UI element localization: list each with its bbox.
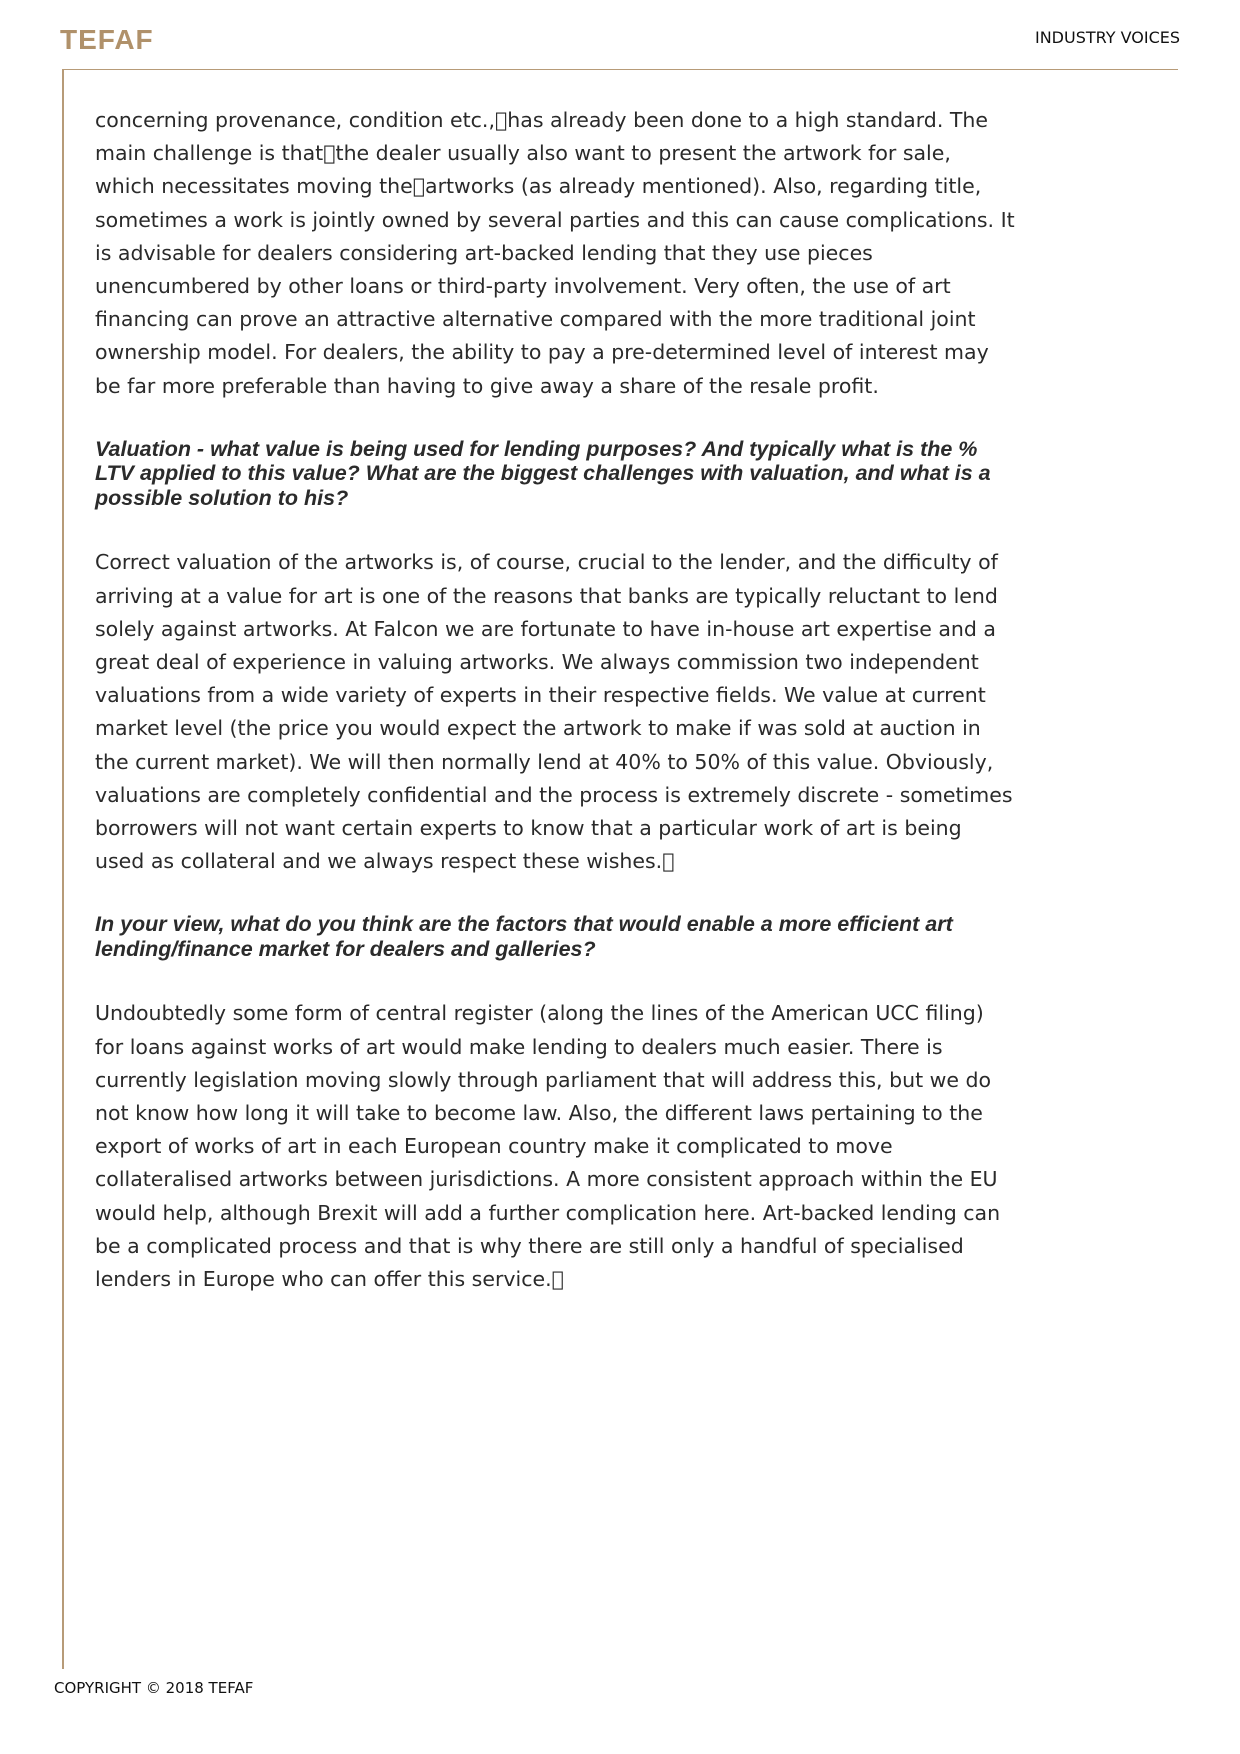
copyright-footer: COPYRIGHT © 2018 TEFAF [54, 1679, 254, 1697]
article-question-1: Valuation - what value is being used for lending purposes? And typically what is the % LTV applied to this value? What are the biggest challenges with valuation, and what is a possible solution to his? [95, 436, 991, 510]
logo: TEFAF [60, 24, 154, 55]
article-paragraph-1: concerning provenance, condition etc., has already been done to a high standard. The main challenge is that the dealer usually also want to present the artwork for sale, which necessitates moving the artworks (as already mentioned). Also, regarding title, sometimes a work is jointly owned by several parties and this can cause complications. It is advisable for dealers considering art-backed lending that they use pieces unencumbered by other loans or third-party involvement. Very often, the use of art financing can prove an attractive alternative compared with the more traditional joint ownership model. For dealers, the ability to pay a pre-determined level of interest may be far more preferable than having to give away a share of the resale profit. [95, 108, 1015, 398]
article-question-2: In your view, what do you think are the factors that would enable a more efficient art lending/finance market for dealers and galleries? [95, 912, 953, 961]
article-paragraph-3: Undoubtedly some form of central register (along the lines of the American UCC filing) for loans against works of art would make lending to dealers much easier. There is currently legislation moving slowly through parliament that will address this, but we do not know how long it will take to become law. Also, the different laws pertaining to the export of works of art in each European country make it complicated to move collateralised artworks between jurisdictions. A more consistent approach within the EU would help, although Brexit will add a further complication here. Art-backed lending can be a complicated process and that is why there are still only a handful of specialised lenders in Europe who can offer this service.  [95, 1001, 1001, 1291]
article-paragraph-2: Correct valuation of the artworks is, of course, crucial to the lender, and the difficulty of arriving at a value for art is one of the reasons that banks are typically reluctant to lend solely against artworks. At Falcon we are fortunate to have in-house art expertise and a great deal of experience in valuing artworks. We always commission two independent valuations from a wide variety of experts in their respective fields. We value at current market level (the price you would expect the artwork to make if was sold at auction in the current market). We will then normally lend at 40% to 50% of this value. Obviously, valuations are completely confidential and the process is extremely discrete - sometimes borrowers will not want certain experts to know that a particular work of art is being used as collateral and we always respect these wishes.  [95, 550, 1013, 874]
left-accent-rule [62, 69, 64, 1669]
article-body [95, 104, 1015, 1330]
section-label: INDUSTRY VOICES [1034, 28, 1180, 47]
header-divider [62, 69, 1178, 70]
